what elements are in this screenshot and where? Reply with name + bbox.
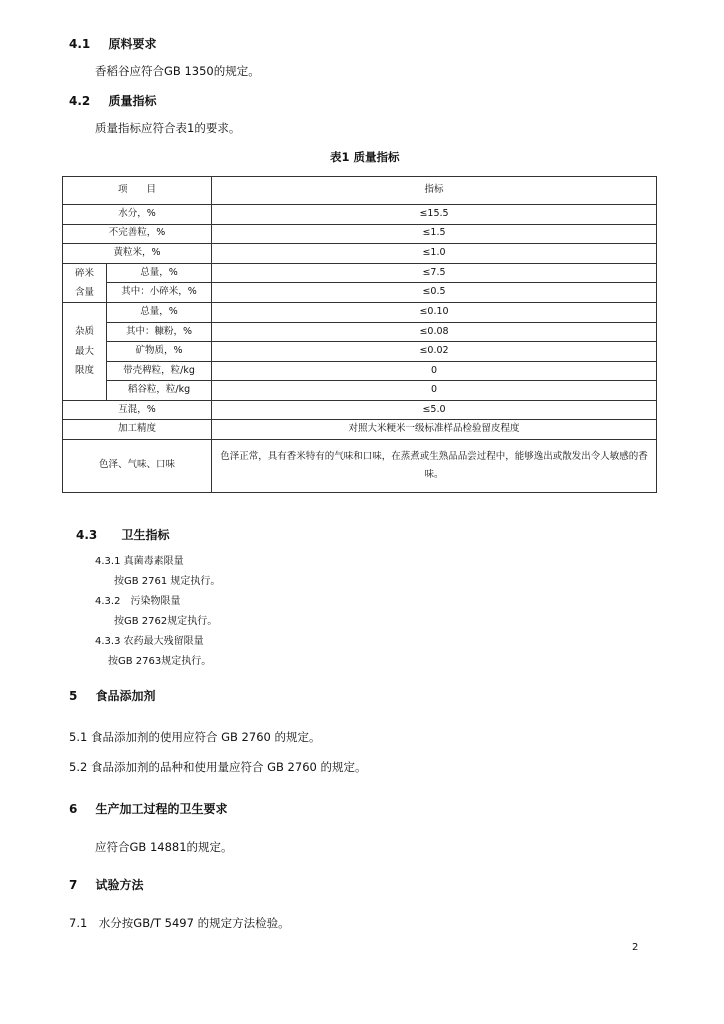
section-title: 试验方法 [95, 878, 144, 892]
section-title: 质量指标 [108, 94, 157, 108]
table-header-row [63, 177, 657, 205]
row-label: 不完善粒，% [63, 224, 212, 244]
row-label: 带壳稗粒，粒/kg [107, 361, 212, 381]
section-4-1-heading [69, 38, 156, 50]
page-number: 2 [632, 942, 639, 953]
section-6-heading [69, 803, 228, 815]
item-4-3-2-text: 按GB 2762规定执行。 [114, 616, 218, 627]
table-row [63, 205, 657, 225]
row-label: 黄粒米，% [63, 244, 212, 264]
section-number: 6 [69, 802, 78, 816]
table-row [63, 244, 657, 264]
item-5-1: 5.1 食品添加剂的使用应符合 GB 2760 的规定。 [69, 730, 321, 744]
row-label: 互混，% [63, 400, 212, 420]
table-row [63, 283, 657, 303]
table-row [63, 322, 657, 342]
row-label: 总量，% [107, 303, 212, 323]
section-number: 5 [69, 689, 78, 703]
section-4-2-heading [69, 95, 156, 107]
table-row [63, 303, 657, 323]
section-4-3-heading [76, 529, 169, 541]
row-value: 0 [212, 361, 657, 381]
section-number: 4.3 [76, 528, 98, 542]
row-value: ≤0.10 [212, 303, 657, 323]
section-number: 7 [69, 878, 78, 892]
section-4-1-text: 香稻谷应符合GB 1350的规定。 [95, 64, 260, 78]
section-number: 4.1 [69, 37, 91, 51]
row-label: 加工精度 [63, 420, 212, 440]
section-number: 4.2 [69, 94, 91, 108]
item-4-3-3: 4.3.3 农药最大残留限量 [95, 636, 204, 647]
row-label: 水分，% [63, 205, 212, 225]
row-label: 色泽、气味、口味 [63, 439, 212, 492]
row-value: ≤1.5 [212, 224, 657, 244]
section-title: 食品添加剂 [95, 689, 156, 703]
section-7-heading [69, 879, 144, 891]
section-5-heading [69, 690, 156, 702]
table-row [63, 381, 657, 401]
section-title: 卫生指标 [121, 528, 170, 542]
section-6-text: 应符合GB 14881的规定。 [95, 840, 233, 854]
table-row [63, 420, 657, 440]
item-4-3-1-text: 按GB 2761 规定执行。 [114, 576, 221, 587]
row-value: 0 [212, 381, 657, 401]
header-index: 指标 [212, 177, 657, 205]
row-label: 总量，% [107, 263, 212, 283]
item-4-3-3-text: 按GB 2763规定执行。 [108, 656, 212, 667]
table-row [63, 342, 657, 362]
row-value: 色泽正常，具有香米特有的气味和口味，在蒸煮或生熟品品尝过程中，能够逸出或散发出令人敏感的香味。 [212, 439, 657, 492]
table-row [63, 400, 657, 420]
row-value: ≤0.08 [212, 322, 657, 342]
quality-table [62, 176, 657, 493]
group-impurity: 杂质 最大 限度 [63, 303, 107, 401]
row-value: 对照大米粳米一级标准样品检验留皮程度 [212, 420, 657, 440]
row-label: 其中：小碎米，% [107, 283, 212, 303]
row-value: ≤0.5 [212, 283, 657, 303]
group-broken: 碎米 含量 [63, 263, 107, 303]
table-row [63, 224, 657, 244]
item-4-3-2: 4.3.2 污染物限量 [95, 596, 181, 607]
row-label: 其中：糠粉，% [107, 322, 212, 342]
item-7-1: 7.1 水分按GB/T 5497 的规定方法检验。 [69, 916, 290, 930]
section-title: 原料要求 [108, 37, 157, 51]
section-title: 生产加工过程的卫生要求 [95, 802, 228, 816]
row-value: ≤0.02 [212, 342, 657, 362]
row-label: 矿物质，% [107, 342, 212, 362]
table-row [63, 263, 657, 283]
row-value: ≤7.5 [212, 263, 657, 283]
row-value: ≤1.0 [212, 244, 657, 264]
item-4-3-1: 4.3.1 真菌毒素限量 [95, 556, 184, 567]
item-5-2: 5.2 食品添加剂的品种和使用量应符合 GB 2760 的规定。 [69, 760, 367, 774]
header-item: 项 目 [63, 177, 212, 205]
section-4-2-text: 质量指标应符合表1的要求。 [95, 121, 241, 135]
table-row [63, 361, 657, 381]
table-caption: 表1 质量指标 [330, 150, 400, 164]
row-label: 稻谷粒，粒/kg [107, 381, 212, 401]
row-value: ≤5.0 [212, 400, 657, 420]
row-value: ≤15.5 [212, 205, 657, 225]
table-row [63, 439, 657, 492]
